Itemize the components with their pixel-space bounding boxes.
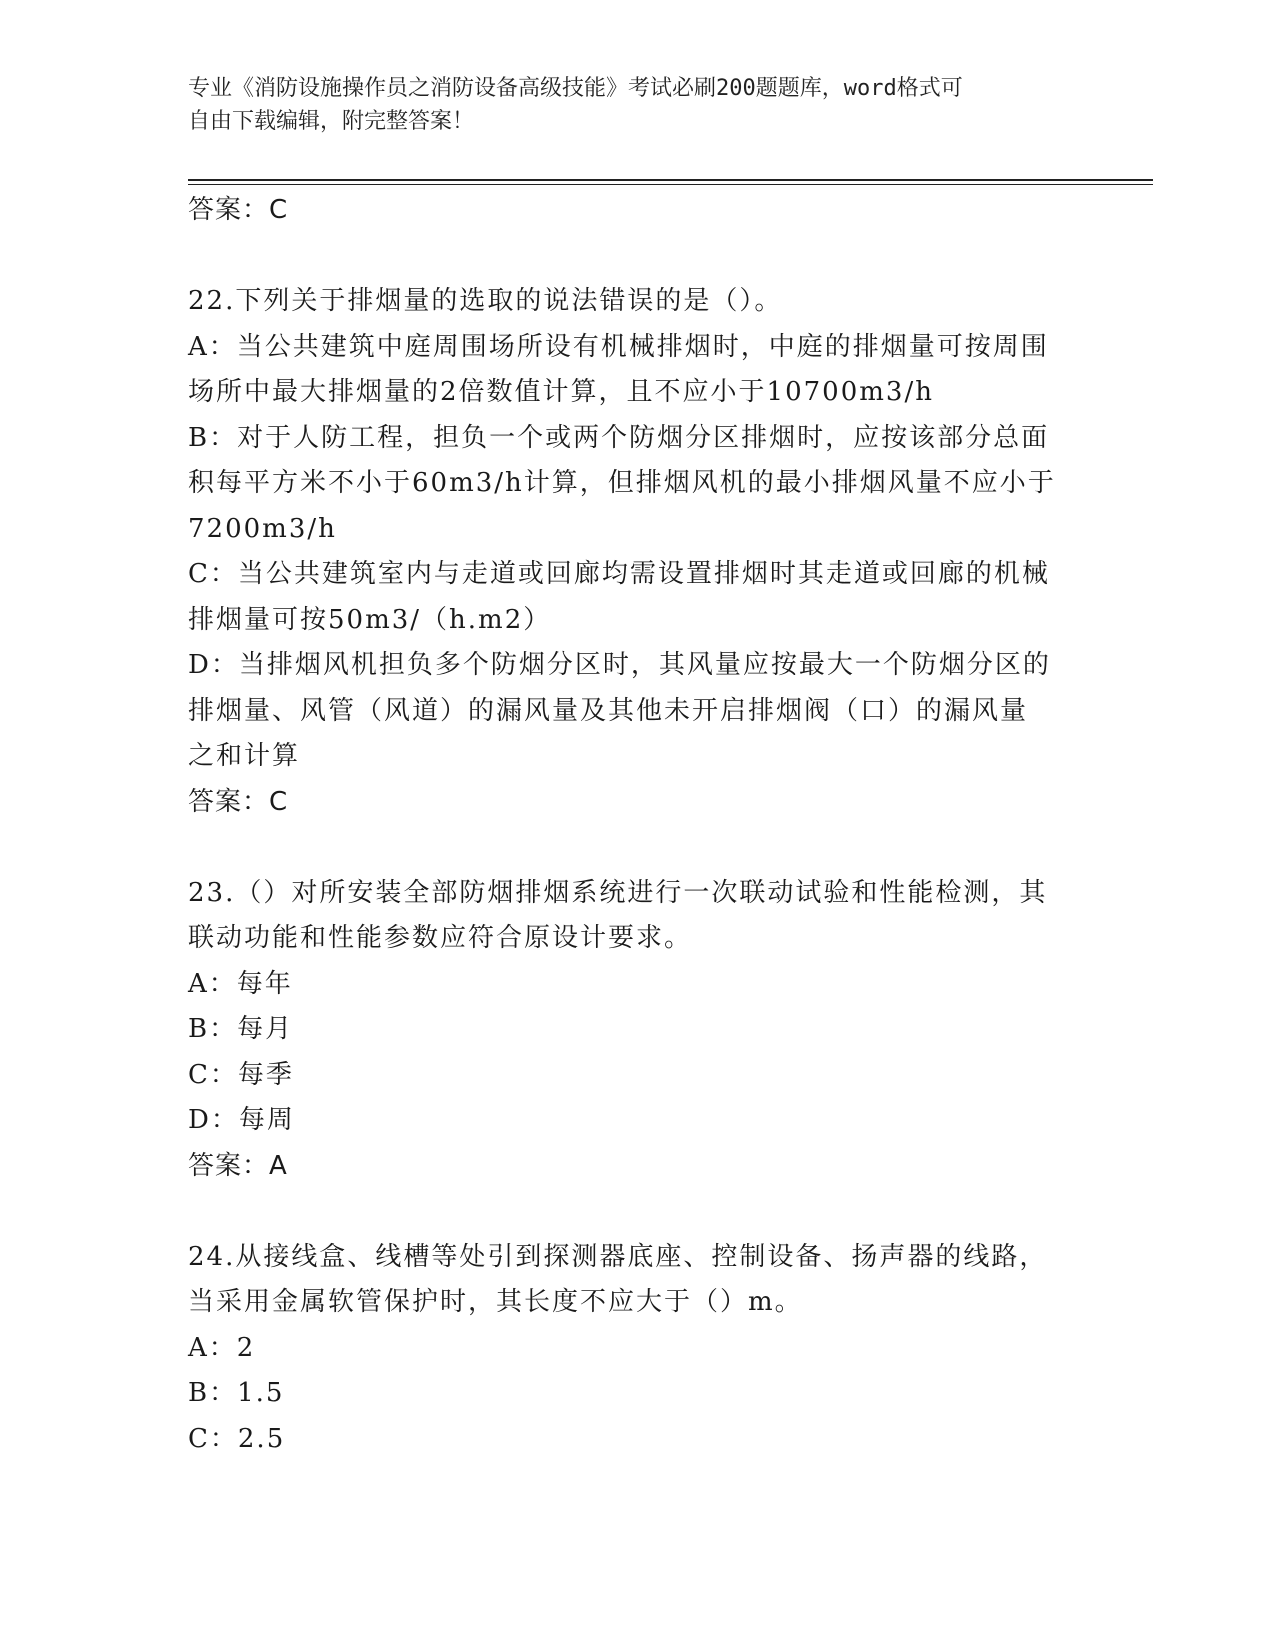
option-b-line-3: 7200m3/h [188, 513, 337, 544]
answer-22: 答案：C [188, 786, 289, 817]
option-c: C：2.5 [188, 1423, 286, 1454]
question-23-stem-line-2: 联动功能和性能参数应符合原设计要求。 [188, 923, 693, 953]
option-a-line-2: 场所中最大排烟量的2倍数值计算，且不应小于10700m3/h [188, 377, 934, 407]
question-24-stem-line-1: 24.从接线盒、线槽等处引到探测器底座、控制设备、扬声器的线路， [188, 1241, 1048, 1272]
question-23 [188, 871, 1068, 1190]
header-line-2: 自由下载编辑，附完整答案！ [188, 109, 475, 134]
option-d: D：每周 [188, 1105, 295, 1135]
option-a-line-1: A：当公共建筑中庭周围场所设有机械排烟时，中庭的排烟量可按周围 [188, 331, 1049, 362]
option-c-line-2: 排烟量可按50m3/（h.m2） [188, 604, 552, 635]
question-24 [188, 1235, 1068, 1463]
page-header [188, 72, 1068, 138]
option-a: A：每年 [188, 968, 293, 999]
option-c-line-1: C：当公共建筑室内与走道或回廊均需设置排烟时其走道或回廊的机械 [188, 559, 1050, 589]
option-b-line-2: 积每平方米不小于60m3/h计算，但排烟风机的最小排烟风量不应小于 [188, 468, 1056, 498]
option-b: B：每月 [188, 1014, 294, 1044]
spacer [188, 1189, 1068, 1235]
option-d-line-1: D：当排烟风机担负多个防烟分区时，其风量应按最大一个防烟分区的 [188, 650, 1051, 680]
header-divider [188, 179, 1153, 185]
option-c: C：每季 [188, 1059, 294, 1090]
question-22 [188, 279, 1068, 825]
question-24-stem-line-2: 当采用金属软管保护时，其长度不应大于（）m。 [188, 1287, 803, 1317]
option-d-line-3: 之和计算 [188, 741, 301, 771]
spacer [188, 825, 1068, 871]
answer-21: 答案：C [188, 195, 289, 225]
spacer [188, 234, 1068, 280]
answer-23: 答案：A [188, 1150, 288, 1181]
option-d-line-2: 排烟量、风管（风道）的漏风量及其他未开启排烟阀（口）的漏风量 [188, 695, 1029, 726]
option-b: B：1.5 [188, 1378, 285, 1408]
option-b-line-1: B：对于人防工程，担负一个或两个防烟分区排烟时，应按该部分总面 [188, 422, 1050, 453]
option-a: A：2 [188, 1332, 256, 1363]
header-line-1: 专业《消防设施操作员之消防设备高级技能》考试必刷200题题库，word格式可 [188, 76, 963, 101]
document-body [188, 188, 1068, 1462]
question-22-stem: 22.下列关于排烟量的选取的说法错误的是（）。 [188, 286, 783, 316]
question-23-stem-line-1: 23.（）对所安装全部防烟排烟系统进行一次联动试验和性能检测，其 [188, 877, 1048, 908]
